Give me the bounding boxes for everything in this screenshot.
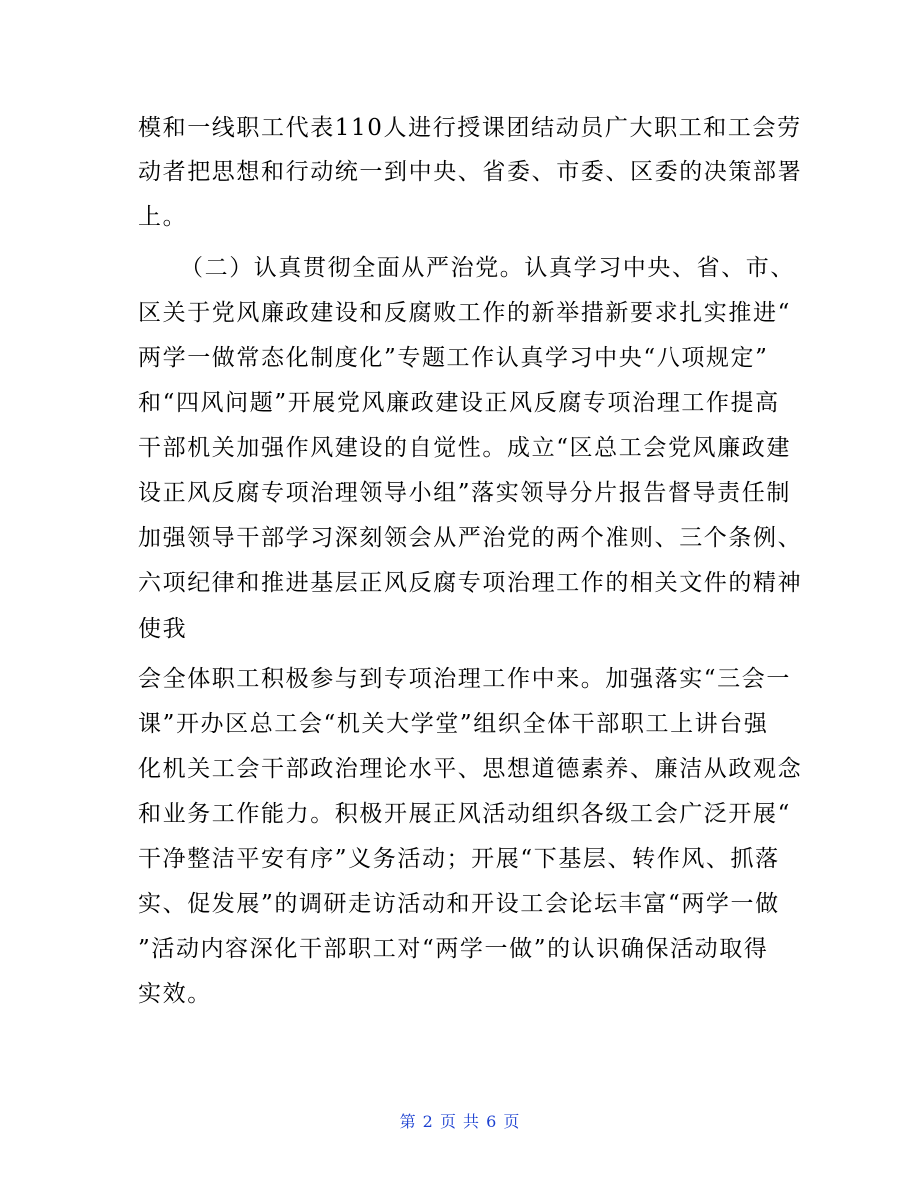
text-line: 加强领导干部学习深刻领会从严治党的两个准则、三个条例、: [138, 525, 803, 551]
text-line: 动者把思想和行动统一到中央、省委、市委、区委的决策部署: [138, 159, 803, 185]
text-line: 会全体职工积极参与到专项治理工作中来。加强落实“三会一: [138, 666, 791, 692]
text-line: 模和一线职工代表110人进行授课团结动员广大职工和工会劳: [138, 115, 802, 141]
paragraph-heading-line: （二）认真贯彻全面从严治党。认真学习中央、省、市、: [180, 255, 795, 281]
text-line: 干净整洁平安有序”义务活动；开展“下基层、转作风、抓落: [138, 846, 780, 872]
text-line: 设正风反腐专项治理领导小组”落实领导分片报告督导责任制: [138, 480, 791, 506]
text-line: 区关于党风廉政建设和反腐败工作的新举措新要求扎实推进“: [138, 300, 791, 326]
text-line: 使我: [138, 616, 188, 642]
text-line: 上。: [138, 204, 188, 230]
text-line: 课”开办区总工会“机关大学堂”组织全体干部职工上讲台强: [138, 711, 769, 737]
page-number-footer: 第 2 页 共 6 页: [399, 1112, 521, 1131]
text-line: 六项纪律和推进基层正风反腐专项治理工作的相关文件的精神: [138, 570, 803, 596]
text-line: 和业务工作能力。积极开展正风活动组织各级工会广泛开展“: [138, 801, 791, 827]
text-line: 实效。: [138, 981, 212, 1007]
text-line: 干部机关加强作风建设的自觉性。成立“区总工会党风廉政建: [138, 435, 791, 461]
text-line: 和“四风问题”开展党风廉政建设正风反腐专项治理工作提高: [138, 390, 780, 416]
text-line: 化机关工会干部政治理论水平、思想道德素养、廉洁从政观念: [138, 756, 803, 782]
text-line: ”活动内容深化干部职工对“两学一做”的认识确保活动取得: [138, 936, 769, 962]
text-line: 实、促发展”的调研走访活动和开设工会论坛丰富“两学一做: [138, 891, 780, 917]
text-line: 两学一做常态化制度化”专题工作认真学习中央“八项规定”: [138, 345, 769, 371]
